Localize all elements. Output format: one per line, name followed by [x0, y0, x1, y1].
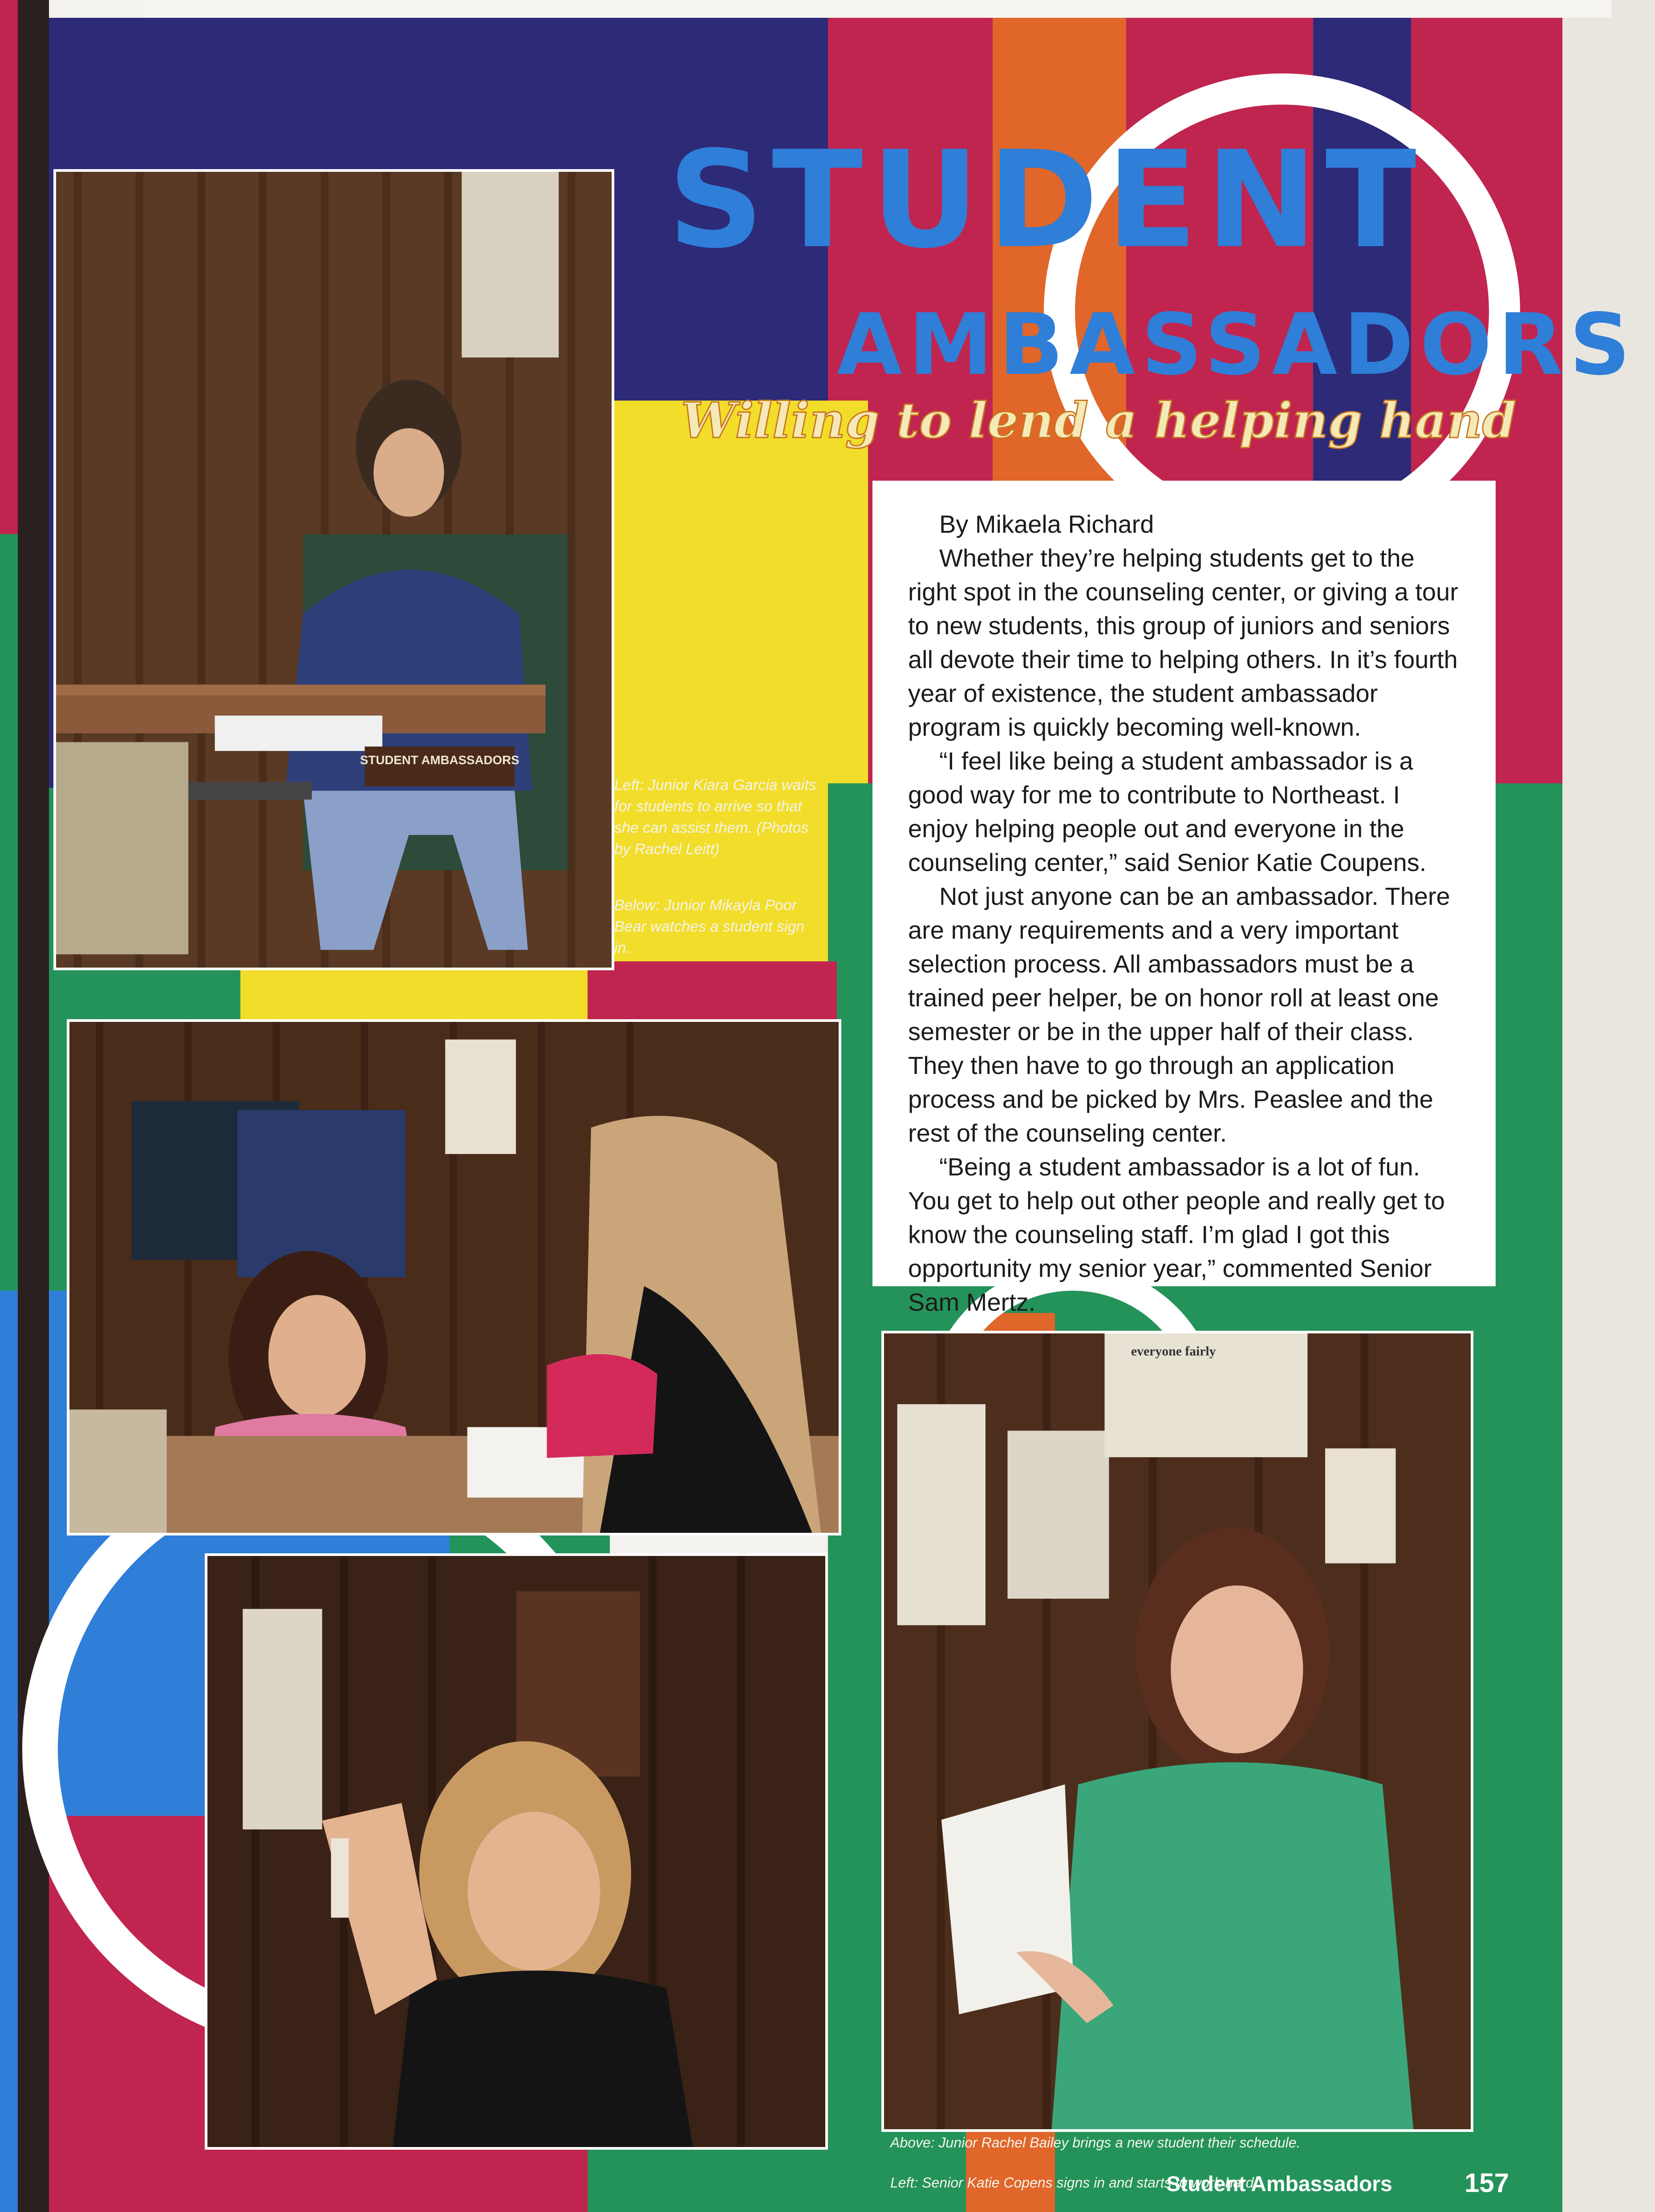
title-student: STUDENT [668, 122, 1424, 278]
binding-stripe [0, 0, 18, 534]
page-edge-top [142, 0, 1611, 18]
desk-sign: STUDENT AMBASSADORS [360, 753, 519, 767]
board-text: everyone fairly [1131, 1344, 1216, 1359]
article-paragraph-3: Not just anyone can be an ambassador. There are many requirements and a very important selection process. All ambassadors must be a trained peer helper, be on honor roll at least one semester or be in the upper half of their class. They then have to go through an application process and be picked by Mrs. Peaslee and the rest of the counseling center. [908, 882, 1450, 1147]
binding-stripe-2 [0, 534, 18, 1291]
title-ambassadors: AMBASSADORS [837, 296, 1637, 394]
caption-above-rachel: Above: Junior Rachel Bailey brings a new student their schedule. [890, 2135, 1301, 2151]
binding-stripe-3 [0, 1291, 18, 2212]
subtitle: Willing to lend a helping hand [681, 392, 1517, 449]
caption-left-kiara: Left: Junior Kiara Garcia waits for students to arrive so that she can assist them. (Photos by Rachel Leitt) [614, 777, 816, 858]
photo-mikayla-signin [67, 1019, 841, 1535]
article-paragraph-4: “Being a student ambassador is a lot of fun. You get to help out other people and really get to know the counseling staff. I’m glad I got this opportunity my senior year,” commented Senior Sam Mertz. [908, 1153, 1445, 1316]
caption-below-mikayla: Below: Junior Mikayla Poor Bear watches a student sign in. [614, 897, 805, 956]
article-paragraph-2: “I feel like being a student ambassador is a good way for me to contribute to Northeast. I enjoy helping people out and everyone in the counseling center,” said Senior Katie Coupens. [908, 747, 1427, 876]
caption-left-katie: Left: Senior Katie Copens signs in and starts to work hard. [890, 2175, 1258, 2191]
photo-kiara-desk [53, 169, 614, 970]
page-number: 157 [1464, 2168, 1509, 2198]
byline: By Mikaela Richard [939, 510, 1154, 538]
footer-section-title: Student Ambassadors [1166, 2172, 1392, 2196]
photo-katie-signs [205, 1553, 828, 2150]
article-body [872, 481, 1496, 1316]
article-paragraph-1: Whether they’re helping students get to the right spot in the counseling center, or giving a tour to new students, this group of juniors and seniors all devote their time to helping others. In it’s fourth year of existence, the student ambassador program is quickly becoming well-known. [908, 544, 1458, 741]
photo-rachel-schedule [881, 1331, 1473, 2132]
